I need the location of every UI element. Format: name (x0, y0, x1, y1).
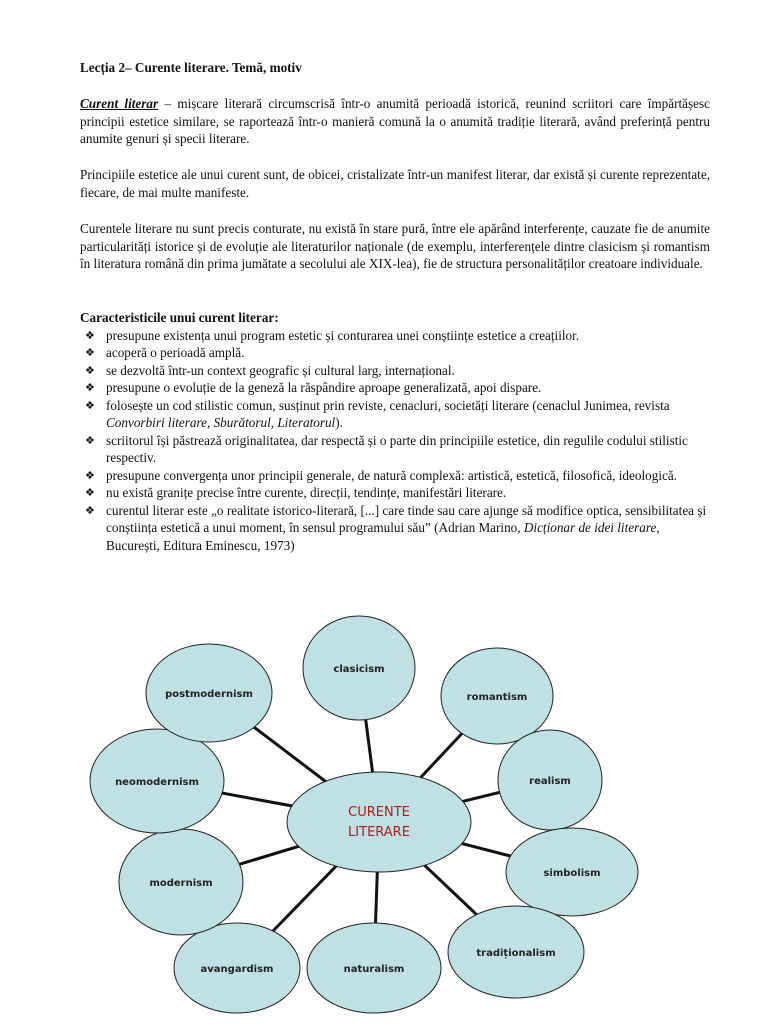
features-section (80, 309, 710, 554)
lesson-title: Lecția 2– Curente literare. Temă, motiv (80, 60, 302, 75)
features-heading: Caracteristicile unui curent literar: (80, 310, 279, 325)
diamond-bullet-icon: ❖ (85, 433, 95, 447)
list-item-text: se dezvoltă într-un context geografic și cultural larg, internațional. (106, 362, 455, 378)
list-item (80, 344, 710, 362)
italic-title: Dicționar de idei literare (523, 520, 657, 535)
node-label: clasicism (333, 664, 385, 675)
center-ellipse (287, 772, 471, 872)
diamond-bullet-icon: ❖ (85, 398, 95, 412)
diamond-bullet-icon: ❖ (85, 468, 95, 482)
list-item-text: presupune o evoluție de la geneză la răspândire aproape generalizată, apoi dispare. (106, 380, 542, 395)
node-label: naturalism (343, 964, 405, 975)
diagram-node (146, 644, 272, 742)
list-item (80, 379, 710, 397)
node-label: avangardism (200, 964, 274, 975)
diagram-svg (0, 600, 768, 1024)
list-item-text: scriitorul își păstrează originalitatea, dar respectă și o parte din principiile estetice, din regulile codului stilistic respectiv. (106, 432, 688, 465)
paragraph-interferences: Curentele literare nu sunt precis conturate, nu există în stare pură, între ele apărând interferențe, cauzate fie de anumite particularități istorice și de evoluție ale literaturilor naționale (de exemplu, interferențele dintre clasicism și romantism în literatura română din prima jumătate a secolului ale XIX-lea), fie de structura personalităților creatoare individuale. (80, 221, 710, 271)
list-item-text: , (206, 415, 214, 430)
italic-title: Sburătorul (213, 415, 271, 430)
node-label: simbolism (543, 868, 601, 879)
list-item (80, 502, 710, 555)
list-item-text: curentul literar este „o realitate istorico-literară, [...] care tinde sau care ajunge să modifice optica, sensibilitatea și conștiința estetică a unui moment, în sensul programului său” (Adrian Marino, (106, 502, 707, 535)
diagram-node (448, 906, 584, 998)
node-label: tradiționalism (476, 948, 556, 959)
definition-term: Curent literar (80, 96, 159, 111)
node-label: neomodernism (115, 777, 199, 788)
diagram-node (506, 828, 638, 916)
definition-paragraph (80, 95, 710, 148)
italic-title: Convorbiri literare (106, 415, 207, 430)
node-label: realism (529, 776, 571, 787)
italic-title: Literatorul (277, 415, 336, 430)
node-label: romantism (466, 692, 528, 703)
diagram-node (303, 616, 415, 720)
list-item-text: folosește un cod stilistic comun, susținut prin reviste, cenacluri, societăți literare (cenaclul Junimea, revista (106, 397, 670, 413)
diagram-node (90, 729, 224, 833)
list-item (80, 362, 710, 380)
diamond-bullet-icon: ❖ (85, 503, 95, 517)
list-item (80, 327, 710, 345)
list-item (80, 467, 710, 485)
diagram-node (498, 730, 602, 830)
list-item (80, 432, 710, 467)
list-item-text: , București, Editura Eminescu, 1973) (106, 520, 660, 553)
diagram-center-node (287, 772, 471, 872)
diamond-bullet-icon: ❖ (85, 486, 95, 499)
diagram-node (307, 923, 441, 1013)
list-item (80, 484, 710, 502)
list-item-text: acoperă o perioadă amplă. (106, 345, 245, 360)
diamond-bullet-icon: ❖ (85, 363, 95, 377)
diagram-node (441, 648, 553, 744)
list-item-text: presupune convergența unor principii generale, de natură complexă: artistică, estetică, filosofică, ideologică. (106, 467, 677, 483)
list-item (80, 397, 710, 432)
definition-text: – mișcare literară circumscrisă într-o anumită perioadă istorică, reunind scriitori care împărtășesc principii estetice similare, se raportează într-o manieră comună la o anumită tradiție literară, având preferință pentru anumite genuri și specii literare. (80, 96, 710, 146)
node-label: postmodernism (165, 689, 253, 700)
literary-currents-diagram (0, 600, 768, 1024)
features-list (80, 327, 710, 555)
center-label: LITERARE (348, 825, 410, 840)
list-item-text: , (270, 415, 278, 430)
diamond-bullet-icon: ❖ (85, 346, 95, 359)
diamond-bullet-icon: ❖ (85, 381, 95, 394)
list-item-text: nu există granițe precise între curente, direcții, tendințe, manifestări literare. (106, 485, 507, 500)
diamond-bullet-icon: ❖ (85, 328, 95, 342)
list-item-text: presupune existența unui program estetic și conturarea unei conștiințe estetice a creațiilor. (106, 327, 580, 343)
paragraph-principles: Principiile estetice ale unui curent sunt, de obicei, cristalizate într-un manifest literar, dar există și curente reprezentate, fiecare, de mai multe manifeste. (80, 167, 710, 200)
node-label: modernism (149, 878, 213, 889)
diagram-node (174, 923, 300, 1013)
diagram-node (119, 829, 243, 935)
center-label: CURENTE (348, 805, 410, 820)
list-item-text: ). (335, 415, 343, 430)
